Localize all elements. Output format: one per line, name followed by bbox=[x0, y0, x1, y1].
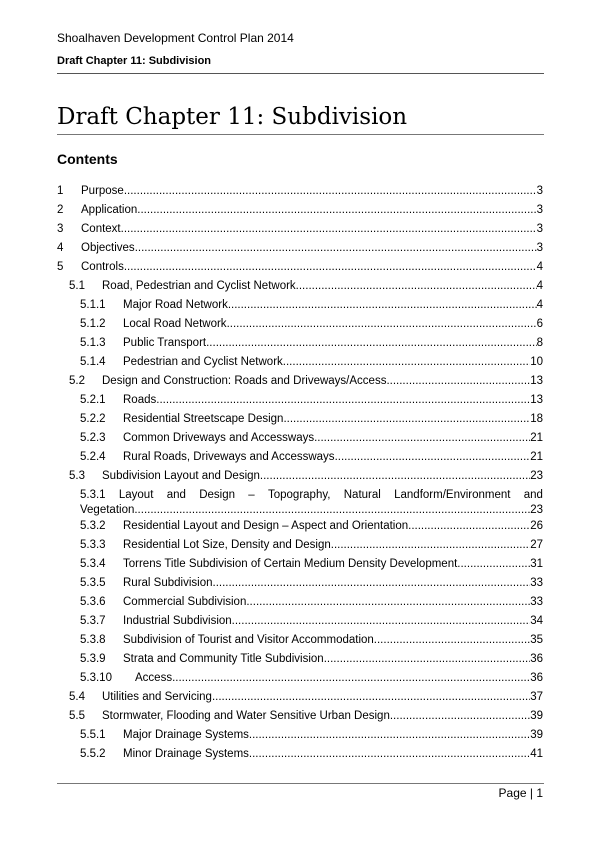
toc-dot-leader bbox=[124, 260, 537, 275]
toc-entry-title: Controls bbox=[81, 261, 124, 273]
toc-entry-title: Rural Subdivision bbox=[123, 577, 213, 589]
toc-entry-title-word: Layout bbox=[118, 489, 154, 501]
toc-entry[interactable] bbox=[80, 450, 543, 465]
toc-entry-page: 21 bbox=[530, 432, 543, 444]
toc-entry-title: Industrial Subdivision bbox=[123, 615, 232, 627]
toc-entry-page: 13 bbox=[530, 375, 543, 387]
toc-entry-number: 5.2.1 bbox=[80, 394, 106, 406]
toc-dot-leader bbox=[212, 690, 530, 705]
toc-entry-number: 5.5 bbox=[69, 710, 85, 722]
toc-entry-page: 8 bbox=[536, 337, 543, 349]
toc-entry-number: 5.3.4 bbox=[80, 558, 106, 570]
toc-entry-title-word: and bbox=[523, 489, 543, 501]
toc-dot-leader bbox=[228, 298, 537, 313]
toc-entry-page: 41 bbox=[530, 748, 543, 760]
toc-entry-page: 31 bbox=[530, 558, 543, 570]
toc-dot-leader bbox=[124, 184, 537, 199]
toc-entry[interactable] bbox=[69, 374, 543, 389]
toc-dot-leader bbox=[135, 241, 537, 256]
toc-dot-leader bbox=[156, 393, 530, 408]
toc-entry-number: 5.3.6 bbox=[80, 596, 106, 608]
toc-entry-number: 5.2.3 bbox=[80, 432, 106, 444]
toc-entry[interactable] bbox=[57, 241, 543, 256]
toc-entry[interactable] bbox=[80, 519, 543, 534]
toc-entry-page: 21 bbox=[530, 451, 543, 463]
toc-entry-page: 18 bbox=[530, 413, 543, 425]
toc-entry-number: 5.3.9 bbox=[80, 653, 106, 665]
toc-entry-number: 4 bbox=[57, 242, 64, 254]
footer-rule bbox=[57, 783, 544, 784]
toc-entry-page: 34 bbox=[530, 615, 543, 627]
toc-entry[interactable] bbox=[80, 412, 543, 427]
toc-entry-number: 5.3 bbox=[69, 470, 85, 482]
toc-entry-page: 3 bbox=[536, 223, 543, 235]
toc-entry-title: Application bbox=[81, 204, 138, 216]
toc-entry[interactable] bbox=[80, 393, 543, 408]
toc-dot-leader bbox=[232, 614, 531, 629]
toc-dot-leader bbox=[249, 747, 530, 762]
toc-entry-number: 5.5.1 bbox=[80, 729, 106, 741]
toc-entry-page: 23 bbox=[530, 504, 543, 516]
toc-dot-leader bbox=[457, 557, 530, 572]
toc-entry[interactable] bbox=[80, 576, 543, 591]
toc-entry[interactable] bbox=[80, 488, 543, 518]
toc-entry-page: 33 bbox=[530, 577, 543, 589]
toc-entry-page: 39 bbox=[530, 729, 543, 741]
toc-entry-title: Local Road Network bbox=[123, 318, 227, 330]
toc-entry-title: Commercial Subdivision bbox=[123, 596, 247, 608]
toc-dot-leader bbox=[172, 671, 530, 686]
toc-entry-title: Context bbox=[81, 223, 121, 235]
toc-entry-page: 3 bbox=[536, 204, 543, 216]
toc-entry[interactable] bbox=[80, 298, 543, 313]
toc-entry-title: Design and Construction: Roads and Driveways/Access bbox=[102, 375, 387, 387]
page-number: Page | 1 bbox=[498, 786, 543, 800]
toc-entry-title: Subdivision Layout and Design bbox=[102, 470, 260, 482]
toc-entry[interactable] bbox=[80, 728, 543, 743]
toc-entry-page: 39 bbox=[530, 710, 543, 722]
toc-entry-number: 5.1 bbox=[69, 280, 85, 292]
toc-entry[interactable] bbox=[57, 184, 543, 199]
toc-entry-number: 2 bbox=[57, 204, 64, 216]
toc-entry-number: 5.3.7 bbox=[80, 615, 106, 627]
toc-dot-leader bbox=[137, 203, 536, 218]
toc-entry[interactable] bbox=[80, 431, 543, 446]
toc-dot-leader bbox=[390, 709, 530, 724]
toc-entry[interactable] bbox=[80, 538, 543, 553]
toc-entry-title-word: Vegetation bbox=[80, 504, 135, 516]
toc-entry-title-word: Landform/Environment bbox=[394, 489, 511, 501]
toc-entry-title: Utilities and Servicing bbox=[102, 691, 212, 703]
toc-entry-number: 5.3.10 bbox=[80, 672, 112, 684]
toc-entry-title-word: Natural bbox=[343, 489, 381, 501]
toc-entry[interactable] bbox=[69, 690, 543, 705]
toc-entry-number: 5.2 bbox=[69, 375, 85, 387]
toc-dot-leader bbox=[227, 317, 537, 332]
toc-entry-title-word: Design bbox=[199, 489, 235, 501]
toc-entry-title: Stormwater, Flooding and Water Sensitive Urban Design bbox=[102, 710, 390, 722]
toc-entry-number: 5.1.2 bbox=[80, 318, 106, 330]
toc-dot-leader bbox=[206, 336, 536, 351]
toc-entry-title: Subdivision of Tourist and Visitor Accommodation bbox=[123, 634, 374, 646]
toc-entry-page: 6 bbox=[536, 318, 543, 330]
contents-heading: Contents bbox=[57, 151, 118, 167]
toc-dot-leader bbox=[296, 279, 537, 294]
toc-entry-number: 5.3.5 bbox=[80, 577, 106, 589]
toc-entry[interactable] bbox=[57, 222, 543, 237]
toc-entry[interactable] bbox=[80, 557, 543, 572]
toc-entry-page: 13 bbox=[530, 394, 543, 406]
toc-entry[interactable] bbox=[80, 747, 543, 762]
toc-entry-title: Roads bbox=[123, 394, 157, 406]
toc-entry[interactable] bbox=[80, 355, 543, 370]
toc-dot-leader bbox=[260, 469, 530, 484]
toc-entry[interactable] bbox=[80, 595, 543, 610]
toc-dot-leader bbox=[249, 728, 530, 743]
toc-dot-leader bbox=[374, 633, 530, 648]
toc-entry-number: 5.3.8 bbox=[80, 634, 106, 646]
toc-entry-page: 4 bbox=[536, 299, 543, 311]
toc-dot-leader bbox=[324, 652, 530, 667]
toc-entry-title: Residential Lot Size, Density and Design bbox=[123, 539, 331, 551]
toc-entry-title-word: and bbox=[166, 489, 186, 501]
toc-dot-leader bbox=[134, 503, 530, 518]
toc-entry-title: Purpose bbox=[81, 185, 124, 197]
toc-entry-number: 5 bbox=[57, 261, 64, 273]
toc-entry-number: 5.3.2 bbox=[80, 520, 106, 532]
toc-entry-title: Residential Streetscape Design bbox=[123, 413, 284, 425]
toc-dot-leader bbox=[213, 576, 531, 591]
toc-entry-page: 3 bbox=[536, 242, 543, 254]
toc-entry-number: 5.2.4 bbox=[80, 451, 106, 463]
toc-dot-leader bbox=[408, 519, 530, 534]
chapter-title: Draft Chapter 11: Subdivision bbox=[57, 104, 408, 130]
toc-entry-title-word: – bbox=[248, 489, 255, 501]
toc-dot-leader bbox=[331, 538, 530, 553]
toc-entry-number: 5.3.1 bbox=[80, 489, 106, 501]
toc-entry[interactable] bbox=[80, 614, 543, 629]
toc-entry-title: Residential Layout and Design – Aspect and Orientation bbox=[123, 520, 409, 532]
toc-entry[interactable] bbox=[69, 279, 543, 294]
toc-entry-title-word: Topography, bbox=[268, 489, 331, 501]
toc-entry-title: Major Drainage Systems bbox=[123, 729, 249, 741]
toc-entry[interactable] bbox=[80, 671, 543, 686]
toc-entry[interactable] bbox=[69, 469, 543, 484]
toc-entry-number: 1 bbox=[57, 185, 64, 197]
toc-entry-number: 3 bbox=[57, 223, 64, 235]
toc-entry-page: 4 bbox=[536, 280, 543, 292]
toc-entry-title: Objectives bbox=[81, 242, 135, 254]
toc-dot-leader bbox=[283, 355, 530, 370]
toc-entry-page: 36 bbox=[530, 653, 543, 665]
toc-entry[interactable] bbox=[69, 709, 543, 724]
toc-entry-title: Common Driveways and Accessways bbox=[123, 432, 315, 444]
toc-entry-page: 26 bbox=[530, 520, 543, 532]
running-header-chapter: Draft Chapter 11: Subdivision bbox=[57, 55, 212, 67]
toc-dot-leader bbox=[314, 431, 530, 446]
toc-entry-page: 27 bbox=[530, 539, 543, 551]
toc-dot-leader bbox=[121, 222, 537, 237]
toc-entry-number: 5.1.1 bbox=[80, 299, 106, 311]
toc-dot-leader bbox=[283, 412, 530, 427]
toc-entry-page: 23 bbox=[530, 470, 543, 482]
toc-entry-title: Pedestrian and Cyclist Network bbox=[123, 356, 283, 368]
toc-entry-number: 5.1.4 bbox=[80, 356, 106, 368]
toc-entry-number: 5.2.2 bbox=[80, 413, 106, 425]
toc-entry-title: Road, Pedestrian and Cyclist Network bbox=[102, 280, 296, 292]
toc-entry-page: 4 bbox=[536, 261, 543, 273]
toc-entry[interactable] bbox=[80, 317, 543, 332]
toc-dot-leader bbox=[335, 450, 531, 465]
toc-entry-page: 10 bbox=[530, 356, 543, 368]
toc-entry-number: 5.1.3 bbox=[80, 337, 106, 349]
toc-entry-page: 37 bbox=[530, 691, 543, 703]
toc-entry-title: Torrens Title Subdivision of Certain Medium Density Development bbox=[123, 558, 458, 570]
toc-entry[interactable] bbox=[80, 652, 543, 667]
toc-entry-title: Minor Drainage Systems bbox=[123, 748, 249, 760]
toc-entry[interactable] bbox=[57, 203, 543, 218]
toc-dot-leader bbox=[246, 595, 530, 610]
toc-entry-number: 5.5.2 bbox=[80, 748, 106, 760]
toc-entry-page: 35 bbox=[530, 634, 543, 646]
toc-entry[interactable] bbox=[80, 336, 543, 351]
toc-entry-number: 5.4 bbox=[69, 691, 85, 703]
running-header-plan-title: Shoalhaven Development Control Plan 2014 bbox=[57, 31, 294, 45]
toc-entry[interactable] bbox=[80, 633, 543, 648]
toc-entry-title: Major Road Network bbox=[123, 299, 228, 311]
toc-entry-page: 33 bbox=[530, 596, 543, 608]
toc-entry-title: Rural Roads, Driveways and Accessways bbox=[123, 451, 335, 463]
toc-entry-title: Public Transport bbox=[123, 337, 207, 349]
toc-dot-leader bbox=[386, 374, 530, 389]
toc-entry-number: 5.3.3 bbox=[80, 539, 106, 551]
toc-entry-title: Access bbox=[135, 672, 173, 684]
toc-entry[interactable] bbox=[57, 260, 543, 275]
toc-entry-title: Strata and Community Title Subdivision bbox=[123, 653, 324, 665]
toc-entry-page: 36 bbox=[530, 672, 543, 684]
toc-entry-page: 3 bbox=[536, 185, 543, 197]
